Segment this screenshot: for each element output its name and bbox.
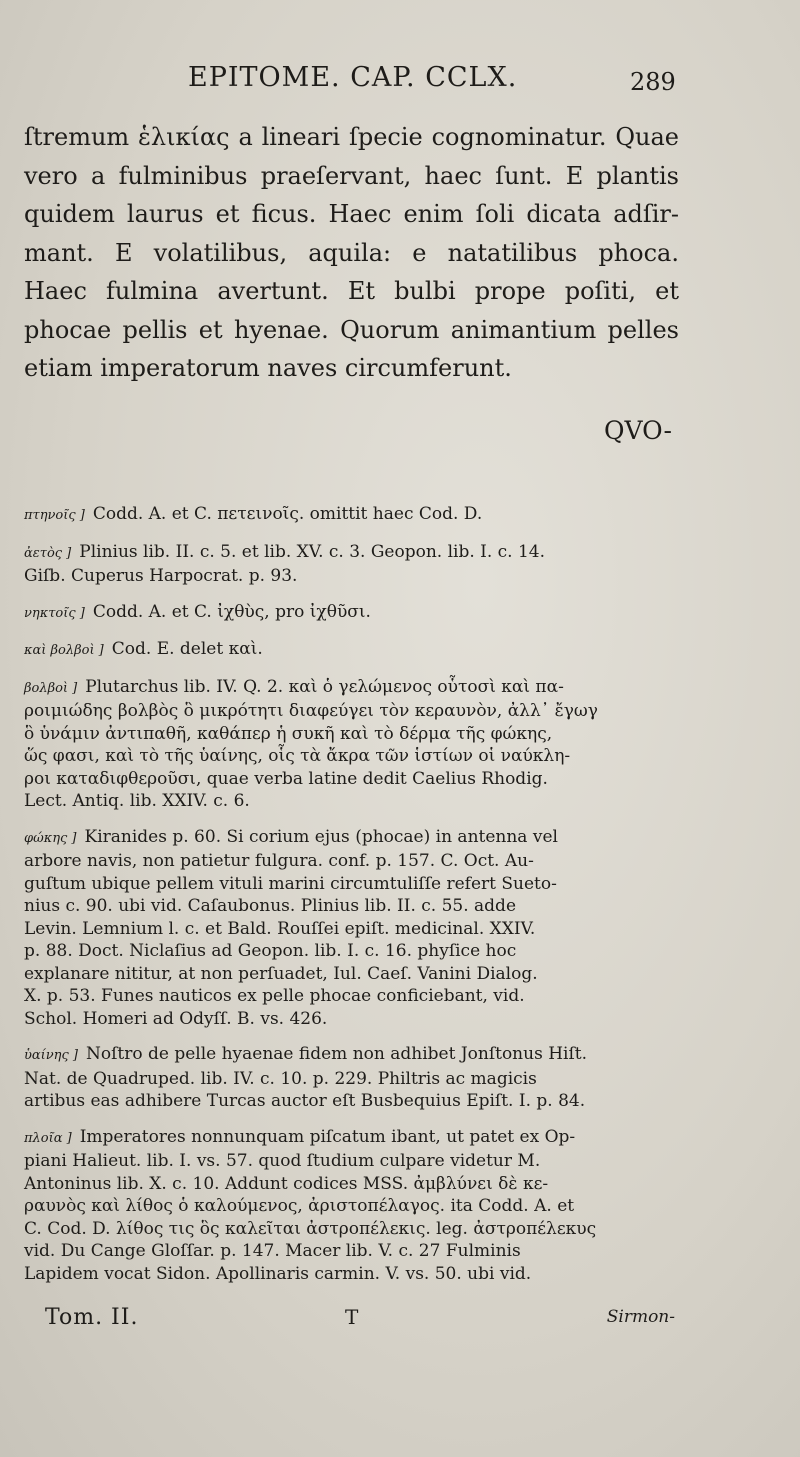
running-header <box>0 62 800 102</box>
footnote <box>24 676 674 813</box>
main-line: Haec fulmina avertunt. Et bulbi prope poſiti, et <box>24 277 679 305</box>
footnote-lemma: πλοῖα ] <box>24 1130 72 1146</box>
footnote-line: Plinius lib. II. c. 5. et lib. XV. c. 3. Geopon. lib. I. c. 14. <box>79 541 546 562</box>
footnote-line: vid. Du Cange Gloſſar. p. 147. Macer lib. V. c. 27 Fulminis <box>24 1241 521 1261</box>
footnote <box>24 638 674 663</box>
footnote-line: Codd. A. et C. ἰχθὺς, pro ἰχθῦσι. <box>92 601 371 622</box>
footnote-line: Schol. Homeri ad Odyſſ. B. vs. 426. <box>24 1008 328 1029</box>
footnote-line: ροιμιώδης βολβὸς ὃ μικρότητι διαφεύγει τὸν κεραυνὸν, ἀλλ᾽ ἔγωγ <box>24 701 598 721</box>
footnote-line: C. Cod. D. λίθος τις ὃς καλεῖται ἀστροπέλεκις. leg. ἀστροπέλεκυς <box>24 1218 597 1239</box>
signature-mark: T <box>345 1305 359 1329</box>
main-line: mant. E volatilibus, aquila: e natatilibus phoca. <box>24 238 679 267</box>
footnote-line: Nat. de Quadruped. lib. IV. c. 10. p. 229. Philtris ac magicis <box>24 1068 537 1089</box>
main-line: quidem laurus et ficus. Haec enim ſoli dicata adſir- <box>24 200 679 228</box>
footnote <box>24 1126 674 1286</box>
footnote-line: piani Halieut. lib. I. vs. 57. quod ſtudium culpare videtur M. <box>24 1151 541 1171</box>
footnote-line: Lect. Antiq. lib. XXIV. c. 6. <box>24 791 250 811</box>
footer-catchword: Sirmon- <box>606 1307 675 1327</box>
footnote-line: Imperatores nonnunquam piſcatum ibant, ut patet ex Op- <box>79 1126 576 1147</box>
footnote-line: Giſb. Cuperus Harpocrat. p. 93. <box>24 566 298 586</box>
footnote <box>24 826 674 1031</box>
page-number: 289 <box>630 68 676 96</box>
footnote <box>24 503 674 528</box>
footnote-line: X. p. 53. Funes nauticos ex pelle phocae conficiebant, vid. <box>24 986 525 1006</box>
footnote-lemma: πτηνοῖς ] <box>24 508 85 523</box>
footnote-line: Antoninus lib. X. c. 10. Addunt codices MSS. ἀμβλύνει δὲ κε- <box>24 1173 549 1194</box>
footnote-line: Noſtro de pelle hyaenae fidem non adhibet Jonſtonus Hiſt. <box>85 1044 587 1064</box>
main-line: ſtremum ἑλικίας a lineari ſpecie cognominatur. Quae <box>24 123 679 151</box>
footnote-line: Plutarchus lib. IV. Q. 2. καὶ ὁ γελώμενος οὗτοσὶ καὶ πα- <box>85 676 564 697</box>
footnote-lemma: φώκης ] <box>24 830 77 846</box>
footnote-line: Cod. E. delet καὶ. <box>111 639 263 659</box>
footnote-line: arbore navis, non patietur fulgura. conf. p. 157. C. Oct. Au- <box>24 851 534 871</box>
main-line: etiam imperatorum naves circumferunt. <box>24 354 512 382</box>
footnotes <box>24 503 674 1298</box>
footnote-line: p. 88. Doct. Niclaſius ad Geopon. lib. I. c. 16. phyſice hoc <box>24 941 517 961</box>
footnote-line: ὃ ὑνάμιν ἀντιπαθῆ, καθάπερ ἡ συκῆ καὶ τὸ δέρμα τῆς φώκης, <box>24 723 553 744</box>
footnote-line: guſtum ubique pellem vituli marini circumtuliſſe refert Sueto- <box>24 873 557 894</box>
footnote-line: nius c. 90. ubi vid. Caſaubonus. Plinius lib. II. c. 55. adde <box>24 896 517 916</box>
footnote-lemma: ὑαίνης ] <box>24 1048 78 1063</box>
footnote <box>24 601 674 626</box>
footnote-line: Levin. Lemnium l. c. et Bald. Rouſſei epiſt. medicinal. XXIV. <box>24 918 536 939</box>
footnote-line: Codd. A. et C. πετεινοῖς. omittit haec Cod. D. <box>92 504 483 524</box>
main-text <box>24 118 679 388</box>
footnote-line: ροι καταδιφθεροῦσι, quae verba latine dedit Caelius Rhodig. <box>24 768 548 789</box>
footnote-line: explanare nititur, at non perſuadet, Iul. Caeſ. Vanini Dialog. <box>24 963 538 984</box>
main-line: phocae pellis et hyenae. Quorum animantium pelles <box>24 315 679 344</box>
footnote-line: Lapidem vocat Sidon. Apollinaris carmin. V. vs. 50. ubi vid. <box>24 1263 532 1284</box>
main-line: vero a fulminibus praeſervant, haec ſunt. E plantis <box>24 161 679 190</box>
footnote-line: Kiranides p. 60. Si corium ejus (phocae) in antenna vel <box>84 826 558 847</box>
volume-mark: Tom. II. <box>45 1305 139 1330</box>
footnote-lemma: βολβοὶ ] <box>24 680 78 696</box>
footnote <box>24 541 674 588</box>
footnote-line: ὥς φασι, καὶ τὸ τῆς ὑαίνης, οἷς τὰ ἄκρα τῶν ἱστίων οἱ ναύκλη- <box>24 746 571 766</box>
footnote-lemma: ἀετὸς ] <box>24 545 72 561</box>
page-footer <box>45 1305 675 1335</box>
footnote-line: artibus eas adhibere Turcas auctor eſt Busbequius Epiſt. I. p. 84. <box>24 1091 586 1111</box>
running-title: EPITOME. CAP. CCLX. <box>188 62 518 93</box>
footnote-lemma: νηκτοῖς ] <box>24 605 85 621</box>
footnote-lemma: καὶ βολβοὶ ] <box>24 643 104 658</box>
catchword: QVO- <box>604 416 672 445</box>
footnote-line: ραυνὸς καὶ λίθος ὁ καλούμενος, ἀριστοπέλαγος. ita Codd. A. et <box>24 1196 575 1216</box>
footnote <box>24 1043 674 1113</box>
